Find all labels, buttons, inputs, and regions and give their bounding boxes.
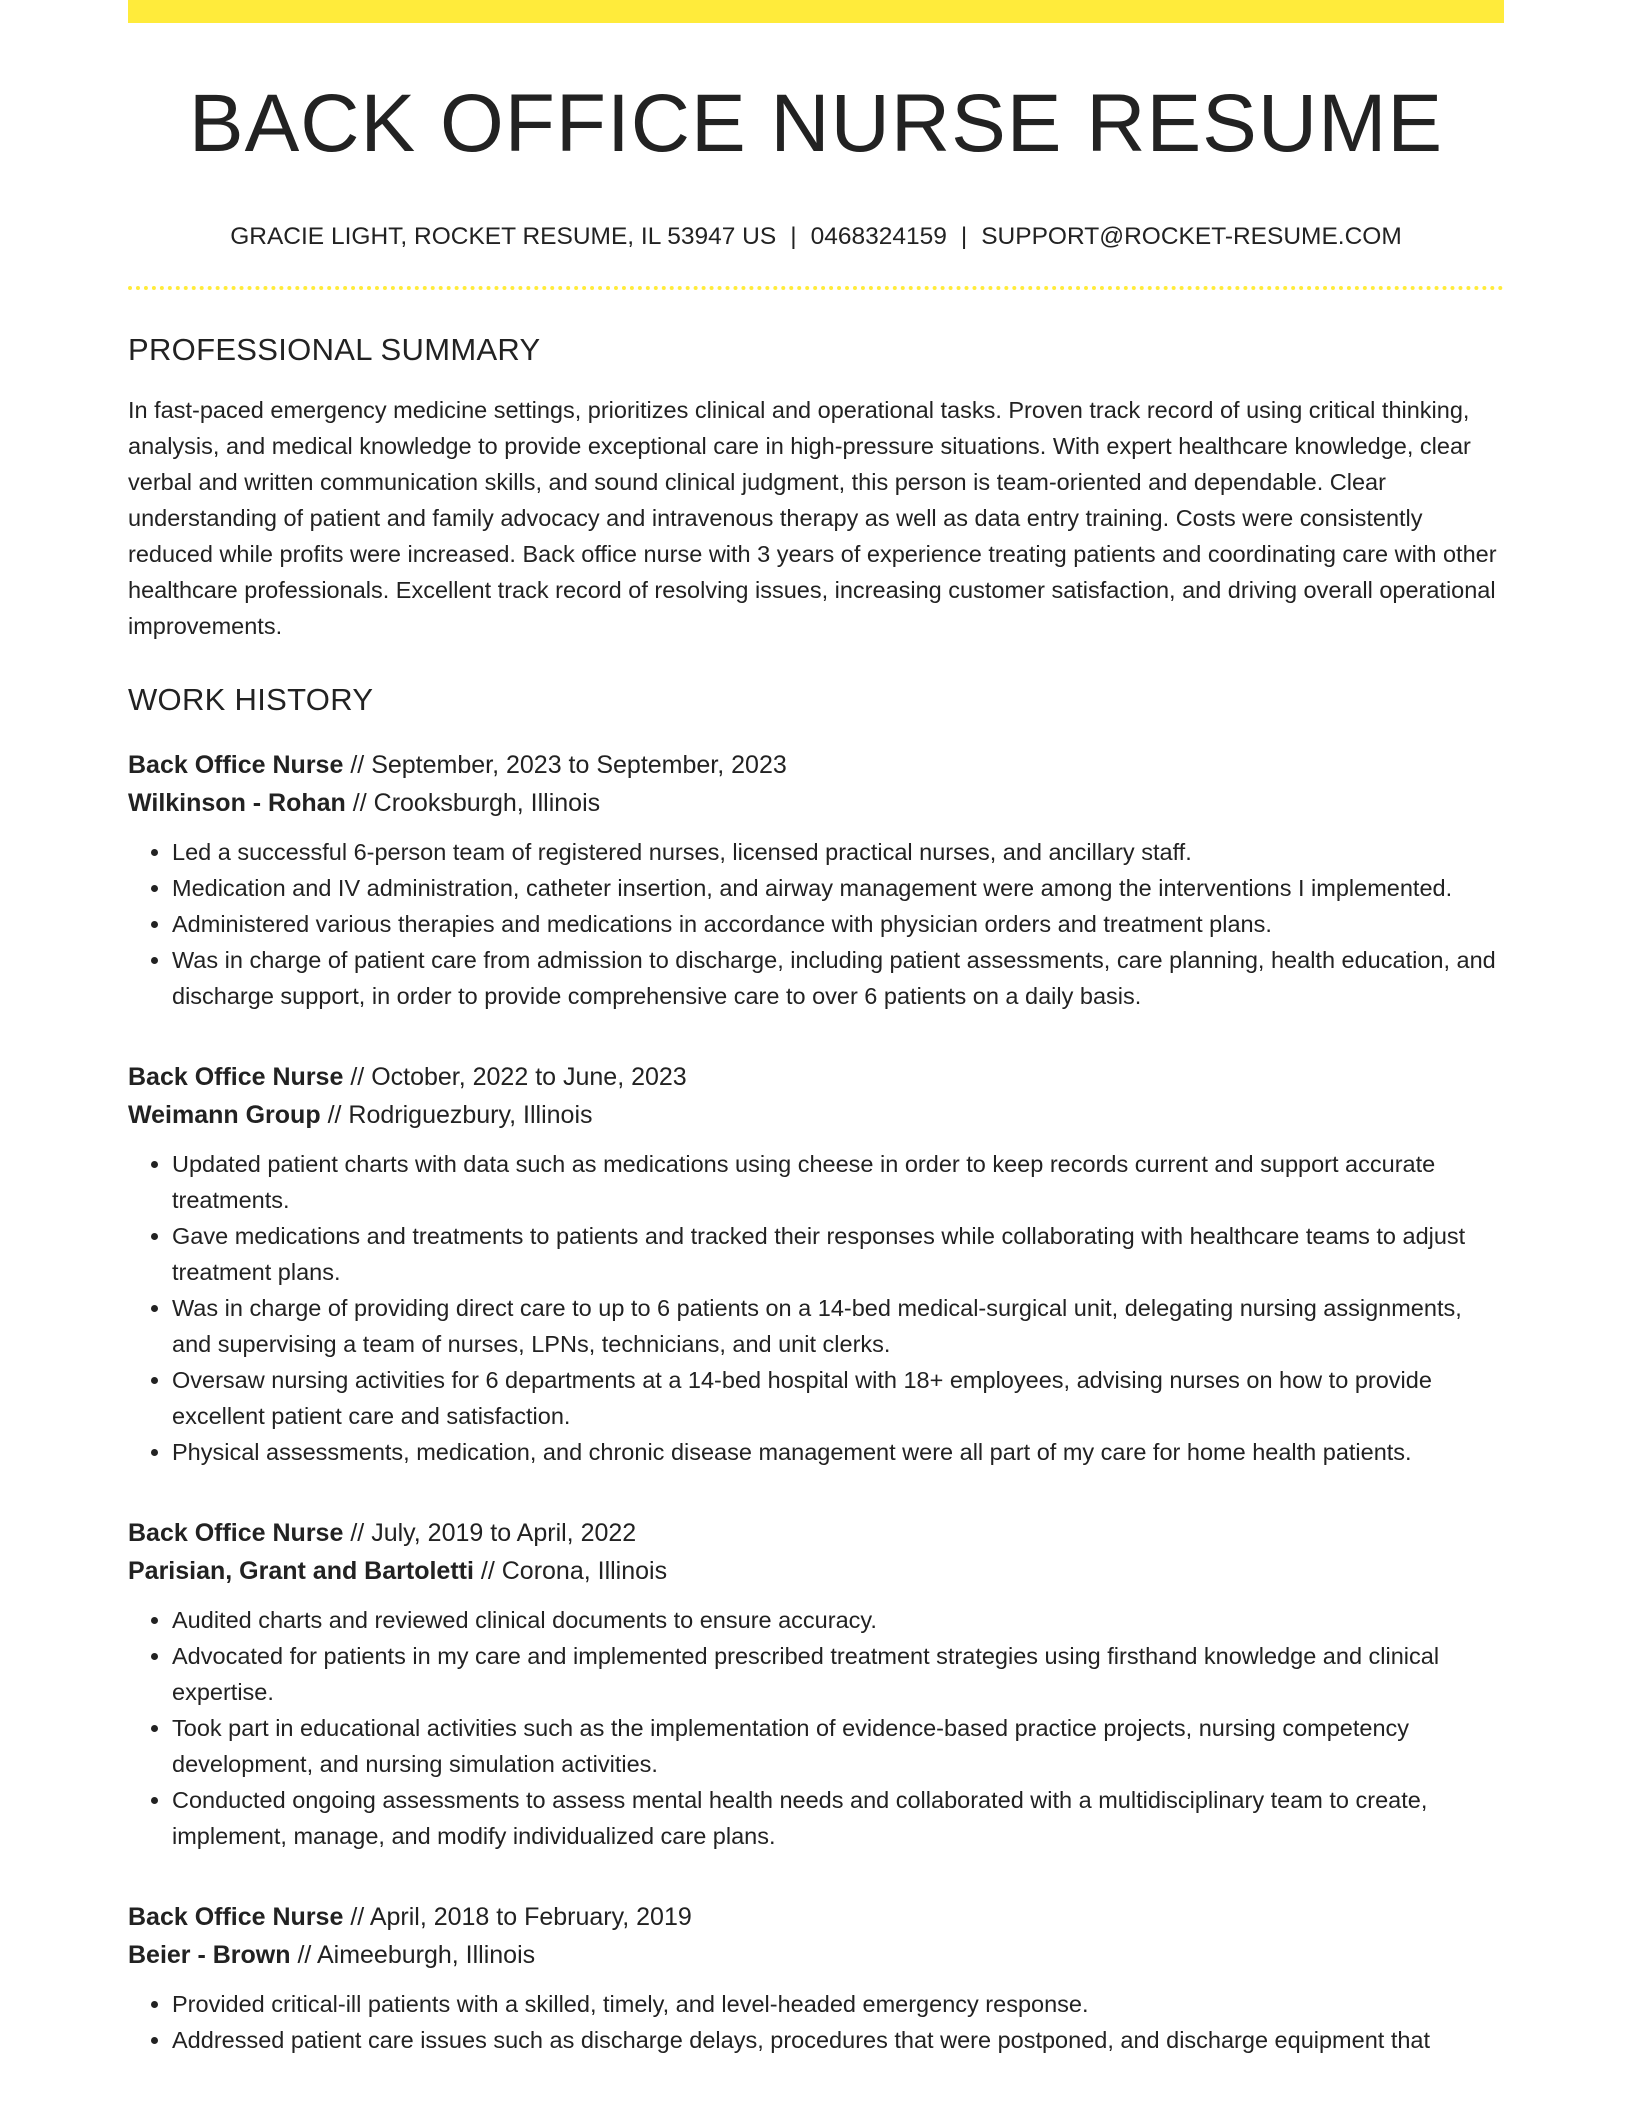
- contact-email: SUPPORT@ROCKET-RESUME.COM: [981, 223, 1402, 250]
- job-dates: September, 2023 to September, 2023: [371, 751, 787, 779]
- job-employer: Parisian, Grant and Bartoletti: [128, 1557, 474, 1585]
- job-entry: [128, 1898, 1504, 2058]
- job-title: Back Office Nurse: [128, 751, 344, 779]
- job-location: Crooksburgh, Illinois: [373, 789, 601, 817]
- job-bullet: • Physical assessments, medication, and chronic disease management were all part of my care for home health patients.: [172, 1434, 1504, 1470]
- job-bullet: • Was in charge of patient care from admission to discharge, including patient assessments, care planning, health education, and discharge support, in order to provide comprehensive care to over 6 patients on a daily basis.: [172, 942, 1504, 1014]
- contact-separator: |: [790, 223, 797, 250]
- job-dates: July, 2019 to April, 2022: [371, 1519, 637, 1547]
- job-location: Aimeeburgh, Illinois: [316, 1941, 536, 1969]
- job-bullets: [128, 1602, 1504, 1854]
- job-bullet: • Administered various therapies and medications in accordance with physician orders and treatment plans.: [172, 906, 1504, 942]
- job-title-line: [128, 1058, 1504, 1096]
- job-divider: //: [297, 1941, 312, 1969]
- job-bullets: [128, 834, 1504, 1014]
- job-bullets: [128, 1146, 1504, 1470]
- job-employer-line: [128, 784, 1504, 822]
- job-title: Back Office Nurse: [128, 1903, 344, 1931]
- job-divider: //: [350, 1063, 365, 1091]
- job-bullets: [128, 1986, 1504, 2058]
- summary-text: In fast-paced emergency medicine settings, prioritizes clinical and operational tasks. Proven track record of using critical thinking, analysis, and medical knowledge to provide exceptional care in high-pressure situations. With expert healthcare knowledge, clear verbal and written communication skills, and sound clinical judgment, this person is team-oriented and dependable. Clear understanding of patient and family advocacy and intravenous therapy as well as data entry training. Costs were consistently reduced while profits were increased. Back office nurse with 3 years of experience treating patients and coordinating care with other healthcare professionals. Excellent track record of resolving issues, increasing customer satisfaction, and driving overall operational improvements.: [128, 397, 1497, 639]
- contact-line: [128, 223, 1504, 251]
- job-divider: //: [480, 1557, 495, 1585]
- job-dates: October, 2022 to June, 2023: [371, 1063, 687, 1091]
- job-bullet: • Was in charge of providing direct care to up to 6 patients on a 14-bed medical-surgical unit, delegating nursing assignments, and supervising a team of nurses, LPNs, technicians, and unit clerks.: [172, 1290, 1504, 1362]
- job-location: Corona, Illinois: [501, 1557, 668, 1585]
- job-divider: //: [327, 1101, 342, 1129]
- summary-heading: PROFESSIONAL SUMMARY: [128, 332, 541, 367]
- job-bullet: • Medication and IV administration, catheter insertion, and airway management were among the interventions I implemented.: [172, 870, 1504, 906]
- contact-separator: |: [960, 223, 968, 250]
- job-location: Rodriguezbury, Illinois: [348, 1101, 593, 1129]
- job-title-line: [128, 1898, 1504, 1936]
- job-bullet: • Gave medications and treatments to patients and tracked their responses while collaborating with healthcare teams to adjust treatment plans.: [172, 1218, 1504, 1290]
- job-bullet: • Conducted ongoing assessments to assess mental health needs and collaborated with a multidisciplinary team to create, implement, manage, and modify individualized care plans.: [172, 1782, 1504, 1854]
- job-employer-line: [128, 1552, 1504, 1590]
- job-bullet: • Addressed patient care issues such as discharge delays, procedures that were postponed, and discharge equipment that: [172, 2022, 1504, 2058]
- job-divider: //: [352, 789, 367, 817]
- contact-address: GRACIE LIGHT, ROCKET RESUME, IL 53947 US: [230, 223, 777, 250]
- job-bullet: • Led a successful 6-person team of registered nurses, licensed practical nurses, and ancillary staff.: [172, 834, 1504, 870]
- top-accent-bar: [128, 0, 1504, 23]
- job-divider: //: [350, 1519, 365, 1547]
- job-employer: Weimann Group: [128, 1101, 321, 1129]
- resume-page: [128, 0, 1504, 2058]
- dotted-divider: [128, 286, 1504, 290]
- resume-title: BACK OFFICE NURSE RESUME: [188, 78, 1444, 169]
- job-entry: [128, 746, 1504, 1014]
- job-title-line: [128, 1514, 1504, 1552]
- job-employer-line: [128, 1096, 1504, 1134]
- contact-phone: 0468324159: [810, 223, 947, 250]
- job-bullet: • Took part in educational activities such as the implementation of evidence-based practice projects, nursing competency development, and nursing simulation activities.: [172, 1710, 1504, 1782]
- work-history-heading: WORK HISTORY: [128, 682, 374, 717]
- job-bullet: • Advocated for patients in my care and implemented prescribed treatment strategies using firsthand knowledge and clinical expertise.: [172, 1638, 1504, 1710]
- job-divider: //: [350, 751, 365, 779]
- job-employer: Wilkinson - Rohan: [128, 789, 346, 817]
- job-title-line: [128, 746, 1504, 784]
- job-title: Back Office Nurse: [128, 1063, 344, 1091]
- job-dates: April, 2018 to February, 2019: [369, 1903, 692, 1931]
- job-bullet: • Audited charts and reviewed clinical documents to ensure accuracy.: [172, 1602, 1504, 1638]
- job-entry: [128, 1058, 1504, 1470]
- job-employer-line: [128, 1936, 1504, 1974]
- job-bullet: • Provided critical-ill patients with a skilled, timely, and level-headed emergency response.: [172, 1986, 1504, 2022]
- job-entry: [128, 1514, 1504, 1854]
- job-title: Back Office Nurse: [128, 1519, 344, 1547]
- job-employer: Beier - Brown: [128, 1941, 291, 1969]
- job-bullet: • Updated patient charts with data such as medications using cheese in order to keep records current and support accurate treatments.: [172, 1146, 1504, 1218]
- job-bullet: • Oversaw nursing activities for 6 departments at a 14-bed hospital with 18+ employees, advising nurses on how to provide excellent patient care and satisfaction.: [172, 1362, 1504, 1434]
- job-divider: //: [350, 1903, 365, 1931]
